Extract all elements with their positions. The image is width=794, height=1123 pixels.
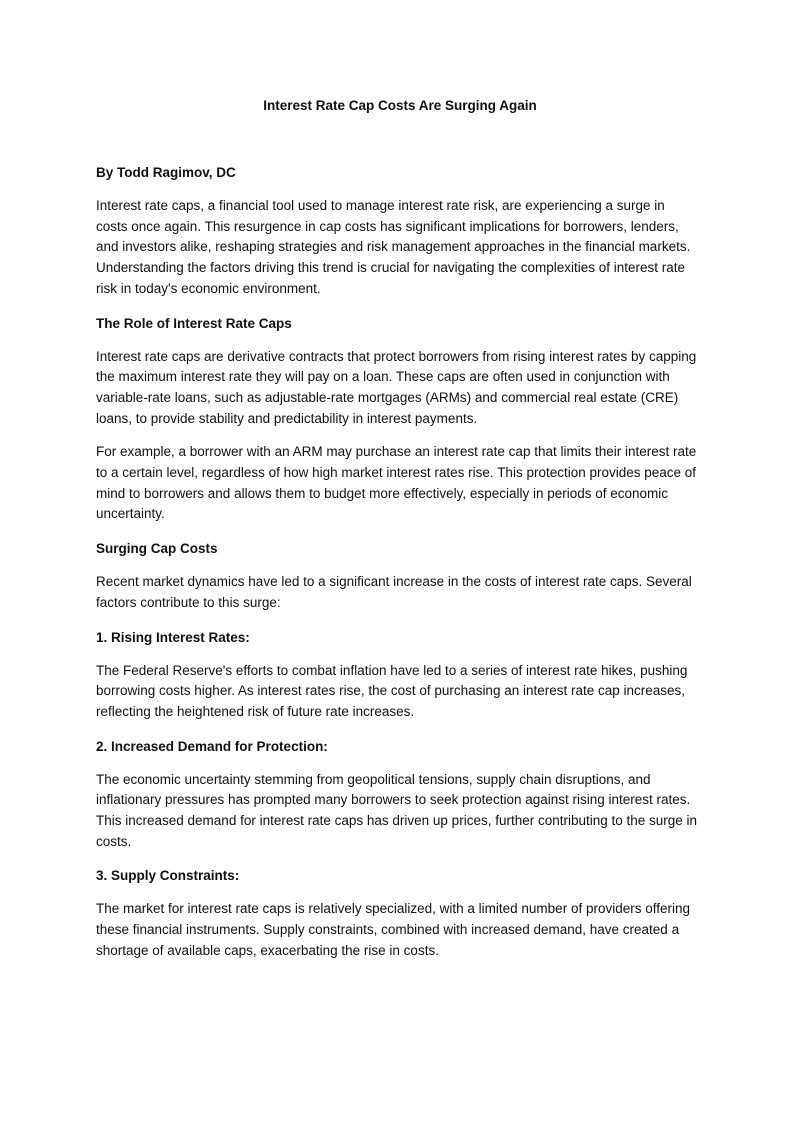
section-heading-surging: Surging Cap Costs	[96, 541, 218, 557]
surging-paragraph: Recent market dynamics have led to a significant increase in the costs of interest rate caps. Several factors contribute to this surge:	[96, 574, 692, 610]
role-paragraph-1: Interest rate caps are derivative contracts that protect borrowers from rising interest rates by capping the maximum interest rate they will pay on a loan. These caps are often used in conjunction with variable-rate loans, such as adjustable-rate mortgages (ARMs) and commercial real estate (CRE) loans, to provide stability and predictability in interest payments.	[96, 348, 697, 426]
document-title: Interest Rate Cap Costs Are Surging Again	[263, 98, 537, 113]
factor-heading-demand: 2. Increased Demand for Protection:	[96, 738, 328, 754]
intro-paragraph: Interest rate caps, a financial tool used to manage interest rate risk, are experiencing a surge in costs once again. This resurgence in cap costs has significant implications for borrowers, lenders, and investors alike, reshaping strategies and risk management approaches in the financial markets. Understanding the factors driving this trend is crucial for navigating the complexities of interest rate risk in today's economic environment.	[96, 198, 691, 296]
author-byline: By Todd Ragimov, DC	[96, 165, 236, 180]
role-paragraph-2: For example, a borrower with an ARM may purchase an interest rate cap that limits their interest rate to a certain level, regardless of how high market interest rates rise. This protection provides peace of mind to borrowers and allows them to budget more effectively, especially in periods of economic uncertainty.	[96, 444, 697, 522]
factor-paragraph-demand: The economic uncertainty stemming from geopolitical tensions, supply chain disruptions, and inflationary pressures has prompted many borrowers to seek protection against rising interest rates. This increased demand for interest rate caps has driven up prices, further contributing to the surge in costs.	[96, 771, 698, 849]
factor-paragraph-supply: The market for interest rate caps is relatively specialized, with a limited number of providers offering these financial instruments. Supply constraints, combined with increased demand, have created a shortage of available caps, exacerbating the rise in costs.	[96, 901, 691, 958]
factor-paragraph-rising-rates: The Federal Reserve's efforts to combat inflation have led to a series of interest rate hikes, pushing borrowing costs higher. As interest rates rise, the cost of purchasing an interest rate cap increases, reflecting the heightened risk of future rate increases.	[96, 662, 688, 719]
document-page	[96, 96, 700, 962]
factor-heading-rising-rates: 1. Rising Interest Rates:	[96, 629, 250, 645]
section-heading-role: The Role of Interest Rate Caps	[96, 315, 292, 331]
factor-heading-supply: 3. Supply Constraints:	[96, 868, 240, 884]
